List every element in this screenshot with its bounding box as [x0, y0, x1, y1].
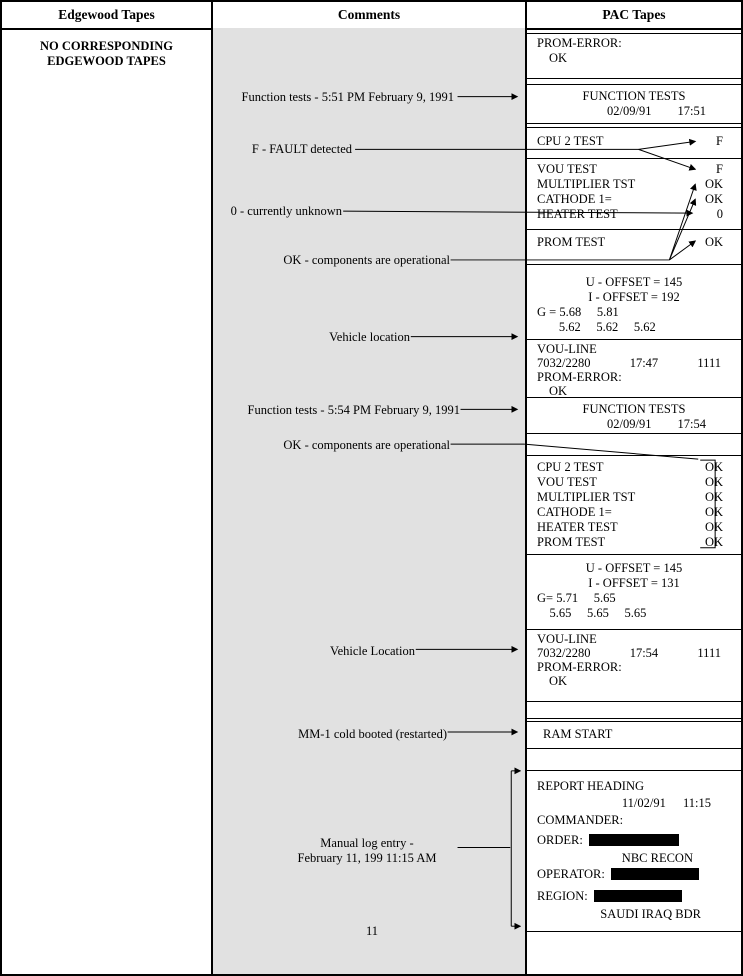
function-tests-1-date: 02/09/91: [607, 104, 652, 118]
function-tests-2-date: 02/09/91: [607, 417, 652, 431]
pac-box-component-tests-2: [527, 455, 741, 555]
operator-label: OPERATOR:: [537, 867, 605, 881]
order-row: [527, 833, 741, 848]
u-offset-1: U - OFFSET = 145: [585, 275, 683, 289]
comments-column-background: [211, 28, 527, 974]
test-label: MULTIPLIER TST: [537, 177, 636, 191]
order-value: NBC RECON: [621, 851, 693, 865]
test-value: OK: [704, 505, 723, 519]
test-row: [527, 192, 741, 207]
pac-box-vou-line-2: [527, 630, 741, 702]
comment-cold-booted: MM-1 cold booted (restarted): [298, 727, 447, 741]
commander-label: COMMANDER:: [537, 813, 624, 827]
test-label: CATHODE 1=: [537, 192, 612, 206]
comment-vehicle-location-1: Vehicle location: [329, 330, 410, 344]
test-label: PROM TEST: [537, 535, 606, 549]
cpu2-test-label: CPU 2 TEST: [537, 134, 604, 148]
test-row: [527, 505, 741, 520]
comment-fault-detected: F - FAULT detected: [251, 142, 352, 156]
i-offset-1: I - OFFSET = 192: [588, 290, 680, 304]
function-tests-2-title: FUNCTION TESTS: [582, 402, 686, 416]
test-value: OK: [704, 490, 723, 504]
test-label: CPU 2 TEST: [537, 460, 604, 474]
cpu2-test-row: [527, 134, 741, 149]
test-label: VOU TEST: [537, 475, 597, 489]
vou-line-2-label: VOU-LINE: [537, 632, 597, 646]
test-label: CATHODE 1=: [537, 505, 612, 519]
function-tests-1-datetime: [572, 104, 741, 119]
test-value: OK: [704, 535, 723, 549]
pac-box-cpu2-test-1: [527, 127, 741, 159]
comment-currently-unknown: 0 - currently unknown: [230, 204, 342, 218]
test-value: OK: [704, 192, 723, 206]
manual-log-line-1: Manual log entry -: [320, 836, 414, 850]
test-label: MULTIPLIER TST: [537, 490, 636, 504]
redaction-bar: [611, 868, 699, 880]
function-tests-2-datetime: [572, 417, 741, 432]
report-date: 11/02/91: [621, 796, 666, 810]
test-value: OK: [704, 177, 723, 191]
i-offset-2: I - OFFSET = 131: [588, 576, 680, 590]
report-time: 11:15: [682, 796, 711, 810]
header-comments: Comments: [211, 2, 527, 28]
test-row: [527, 177, 741, 192]
vou-line-1-status: OK: [549, 384, 568, 398]
function-tests-1-time: 17:51: [677, 104, 706, 118]
pac-box-component-tests-1: [527, 159, 741, 230]
test-row: [527, 460, 741, 475]
region-label: REGION:: [537, 889, 588, 903]
header-pac-tapes: PAC Tapes: [602, 7, 666, 22]
vou-line-2-time: 17:54: [629, 646, 659, 660]
test-value: OK: [704, 460, 723, 474]
order-label: ORDER:: [537, 833, 583, 847]
pac-box-ram-start: [527, 721, 741, 749]
pac-box-function-tests-2: [527, 398, 741, 434]
test-value: 0: [716, 207, 723, 221]
function-tests-2-time: 17:54: [677, 417, 706, 431]
vou-line-2-prom-error: PROM-ERROR:: [537, 660, 622, 674]
manual-log-line-2: February 11, 199 11:15 AM: [297, 851, 437, 865]
region-value: SAUDI IRAQ BDR: [600, 907, 701, 921]
comment-function-tests-554: Function tests - 5:54 PM February 9, 1991: [247, 403, 460, 417]
test-label: HEATER TEST: [537, 207, 618, 221]
g-values-row-2: 5.65 5.65 5.65: [537, 606, 647, 620]
g-values-row-1: G= 5.71 5.65: [537, 591, 616, 605]
ram-start-label: RAM START: [543, 727, 613, 741]
pac-box-prom-test-1: [527, 230, 741, 265]
vou-line-2-device: 7032/2280: [537, 646, 591, 660]
region-row: [527, 889, 741, 904]
prom-error-1-label: PROM-ERROR:: [537, 36, 622, 50]
pac-box-offsets-1: [527, 265, 741, 340]
test-label: VOU TEST: [537, 162, 597, 176]
pac-box-offsets-2: [527, 555, 741, 630]
test-value: F: [716, 162, 723, 176]
vou-line-1-prom-error: PROM-ERROR:: [537, 370, 622, 384]
no-corresponding-note: [4, 39, 209, 69]
vou-line-2-code: 1111: [697, 646, 721, 660]
comment-manual-log-entry: [277, 836, 457, 866]
vou-line-1-label: VOU-LINE: [537, 342, 597, 356]
vou-line-2-device-row: [527, 646, 741, 660]
vou-line-2-status: OK: [549, 674, 568, 688]
vou-line-1-device-row: [527, 356, 741, 370]
u-offset-2: U - OFFSET = 145: [585, 561, 683, 575]
function-tests-1-title: FUNCTION TESTS: [582, 89, 686, 103]
prom-error-1-status: OK: [549, 51, 568, 65]
test-row: [527, 535, 741, 550]
test-row: [527, 490, 741, 505]
cpu2-test-value: F: [716, 134, 723, 148]
test-row: [527, 162, 741, 177]
pac-box-prom-error-1: [527, 33, 741, 79]
pac-box-function-tests-1: [527, 84, 741, 124]
pac-box-empty: [527, 702, 741, 719]
table-header: [2, 2, 741, 30]
vou-line-1-time: 17:47: [629, 356, 659, 370]
g-values-row-1: G = 5.68 5.81: [537, 305, 619, 319]
test-value: OK: [704, 520, 723, 534]
pac-box-vou-line-1: [527, 340, 741, 398]
comment-vehicle-location-2: Vehicle Location: [329, 644, 415, 658]
report-datetime: [527, 796, 741, 811]
vou-line-1-device: 7032/2280: [537, 356, 591, 370]
page-number: 11: [365, 924, 379, 938]
redaction-bar: [594, 890, 682, 902]
test-row: [527, 207, 741, 222]
report-heading-label: REPORT HEADING: [537, 779, 645, 793]
prom-test-label: PROM TEST: [537, 235, 606, 249]
test-row: [527, 520, 741, 535]
test-label: HEATER TEST: [537, 520, 618, 534]
operator-row: [527, 867, 741, 882]
vou-line-1-code: 1111: [697, 356, 721, 370]
comment-components-operational-2: OK - components are operational: [283, 438, 450, 452]
note-line-2: EDGEWOOD TAPES: [47, 54, 166, 68]
g-values-row-2: 5.62 5.62 5.62: [537, 320, 656, 334]
note-line-1: NO CORRESPONDING: [40, 39, 173, 53]
prom-test-row: [527, 235, 741, 250]
pac-box-report-heading: [527, 770, 741, 932]
comment-function-tests-551: Function tests - 5:51 PM February 9, 1991: [241, 90, 454, 104]
prom-test-value: OK: [704, 235, 723, 249]
test-value: OK: [704, 475, 723, 489]
comment-components-operational-1: OK - components are operational: [283, 253, 450, 267]
test-row: [527, 475, 741, 490]
redaction-bar: [589, 834, 679, 846]
header-edgewood-tapes: Edgewood Tapes: [58, 7, 155, 22]
